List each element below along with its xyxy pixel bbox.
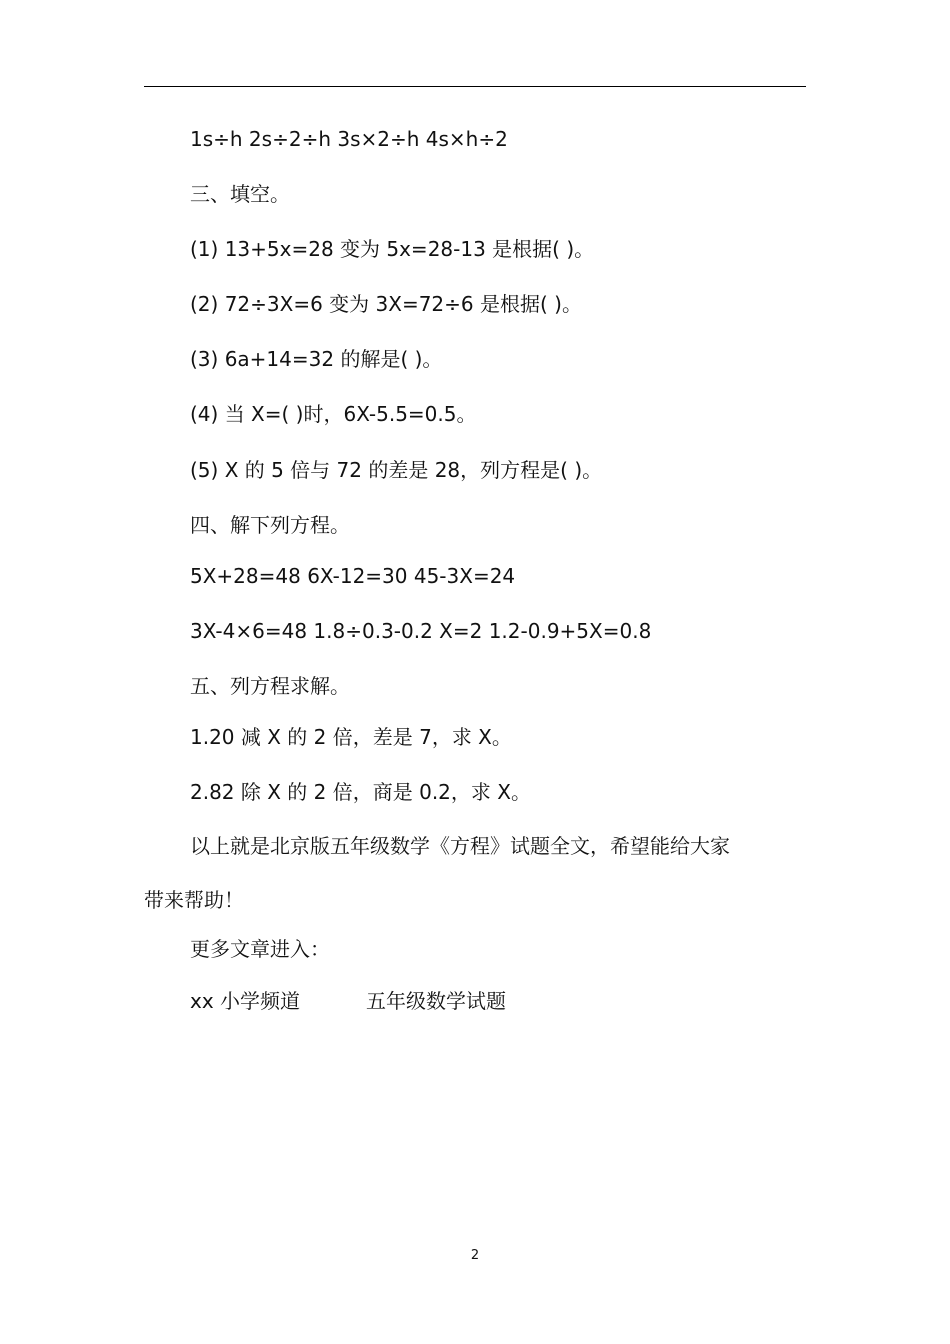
area-formula-options: 1s÷h 2s÷2÷h 3s×2÷h 4s×h÷2: [190, 127, 508, 151]
more-articles-label: 更多文章进入：: [190, 937, 330, 961]
question-1: (1) 13+5x=28 变为 5x=28-13 是根据( )。: [190, 237, 595, 261]
section-heading-fill-blank: 三、填空。: [190, 182, 290, 206]
header-rule: [144, 86, 806, 87]
question-4: (4) 当 X=( )时，6X-5.5=0.5。: [190, 402, 477, 426]
more-articles-links: [190, 987, 506, 1015]
section-heading-word-problems: 五、列方程求解。: [190, 674, 350, 698]
equations-row-1: 5X+28=48 6X-12=30 45-3X=24: [190, 564, 516, 588]
question-3: (3) 6a+14=32 的解是( )。: [190, 347, 443, 371]
link-grade5-math-tests[interactable]: 五年级数学试题: [366, 989, 507, 1013]
page-number: 2: [470, 1248, 480, 1263]
link-primary-school-channel[interactable]: xx 小学频道: [190, 989, 301, 1013]
closing-paragraph-line-2: 带来帮助！: [144, 888, 244, 912]
word-problem-1: 1.20 减 X 的 2 倍，差是 7，求 X。: [190, 725, 512, 749]
word-problem-2: 2.82 除 X 的 2 倍，商是 0.2，求 X。: [190, 780, 531, 804]
equations-row-2: 3X-4×6=48 1.8÷0.3-0.2 X=2 1.2-0.9+5X=0.8: [190, 619, 652, 643]
closing-paragraph-line-1: 以上就是北京版五年级数学《方程》试题全文，希望能给大家: [190, 834, 730, 858]
section-heading-solve: 四、解下列方程。: [190, 513, 350, 537]
question-2: (2) 72÷3X=6 变为 3X=72÷6 是根据( )。: [190, 292, 582, 316]
question-5: (5) X 的 5 倍与 72 的差是 28，列方程是( )。: [190, 458, 603, 482]
